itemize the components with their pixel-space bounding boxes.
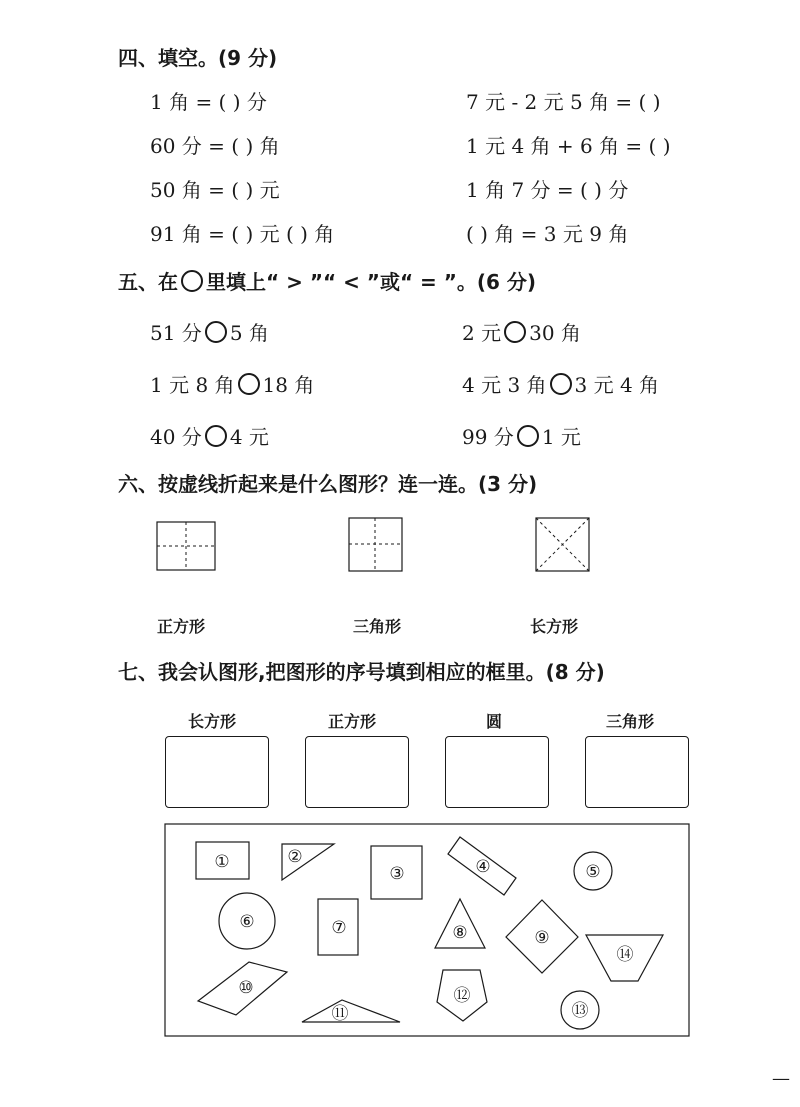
fill-item-5: 50 角 = ( ) 元 <box>150 178 280 202</box>
category-label-square: 正方形 <box>328 712 377 731</box>
compare-item-2: 2 元 30 角 <box>462 321 581 345</box>
shape-number: ② <box>287 847 303 867</box>
shape-number: ⑥ <box>239 912 255 932</box>
fill-item-2: 7 元 - 2 元 5 角 = ( ) <box>466 90 661 114</box>
answer-box-rectangle[interactable] <box>165 736 269 808</box>
shape-number: ⑪ <box>331 1004 349 1024</box>
fold-diagonal-square-figure <box>536 518 589 571</box>
fill-item-3: 60 分 = ( ) 角 <box>150 134 280 158</box>
shape-number: ① <box>214 852 230 872</box>
section-4-title: 四、填空。(9 分) <box>118 46 278 70</box>
section-6-title: 六、按虚线折起来是什么图形？连一连。(3 分) <box>118 472 538 496</box>
shape-number: ⑨ <box>534 928 550 948</box>
shape-number: ⑬ <box>571 1001 589 1021</box>
compare-item-5: 40 分 4 元 <box>150 425 269 449</box>
fold-label-square[interactable]: 正方形 <box>157 617 206 636</box>
page-mark: — <box>772 1068 790 1089</box>
fill-item-6: 1 角 7 分 = ( ) 分 <box>466 178 629 202</box>
compare-item-3: 1 元 8 角 18 角 <box>150 373 315 397</box>
shape-number: ⑦ <box>331 918 347 938</box>
section-7-title: 七、我会认图形,把图形的序号填到相应的框里。(8 分) <box>118 660 605 684</box>
fill-item-8: ( ) 角 = 3 元 9 角 <box>466 222 629 246</box>
category-label-circle: 圆 <box>486 712 503 731</box>
fold-rectangle-figure <box>157 522 215 570</box>
shape-number: ③ <box>389 864 405 884</box>
shape-number: ⑭ <box>616 945 634 965</box>
shape-number: ④ <box>475 857 491 877</box>
compare-item-6: 99 分 1 元 <box>462 425 581 449</box>
compare-item-4: 4 元 3 角 3 元 4 角 <box>462 373 660 397</box>
fill-item-4: 1 元 4 角 + 6 角 = ( ) <box>466 134 671 158</box>
fill-item-7: 91 角 = ( ) 元 ( ) 角 <box>150 222 335 246</box>
answer-box-circle[interactable] <box>445 736 549 808</box>
answer-box-square[interactable] <box>305 736 409 808</box>
fill-item-1: 1 角 = ( ) 分 <box>150 90 267 114</box>
shape-number: ⑤ <box>585 862 601 882</box>
section-5-title: 五、在 里填上“ > ”“ < ”或“ = ”。(6 分) <box>118 270 537 294</box>
shape-number: ⑫ <box>453 986 471 1006</box>
shape-number: ⑩ <box>238 978 254 998</box>
fold-label-triangle[interactable]: 三角形 <box>353 617 402 636</box>
fold-square-figure <box>349 518 402 571</box>
category-label-triangle: 三角形 <box>606 712 655 731</box>
shape-number: ⑧ <box>452 923 468 943</box>
shape-11-triangle[interactable] <box>302 1000 400 1022</box>
fold-label-rectangle[interactable]: 长方形 <box>530 617 579 636</box>
answer-box-triangle[interactable] <box>585 736 689 808</box>
category-label-rectangle: 长方形 <box>188 712 237 731</box>
compare-item-1: 51 分 5 角 <box>150 321 269 345</box>
